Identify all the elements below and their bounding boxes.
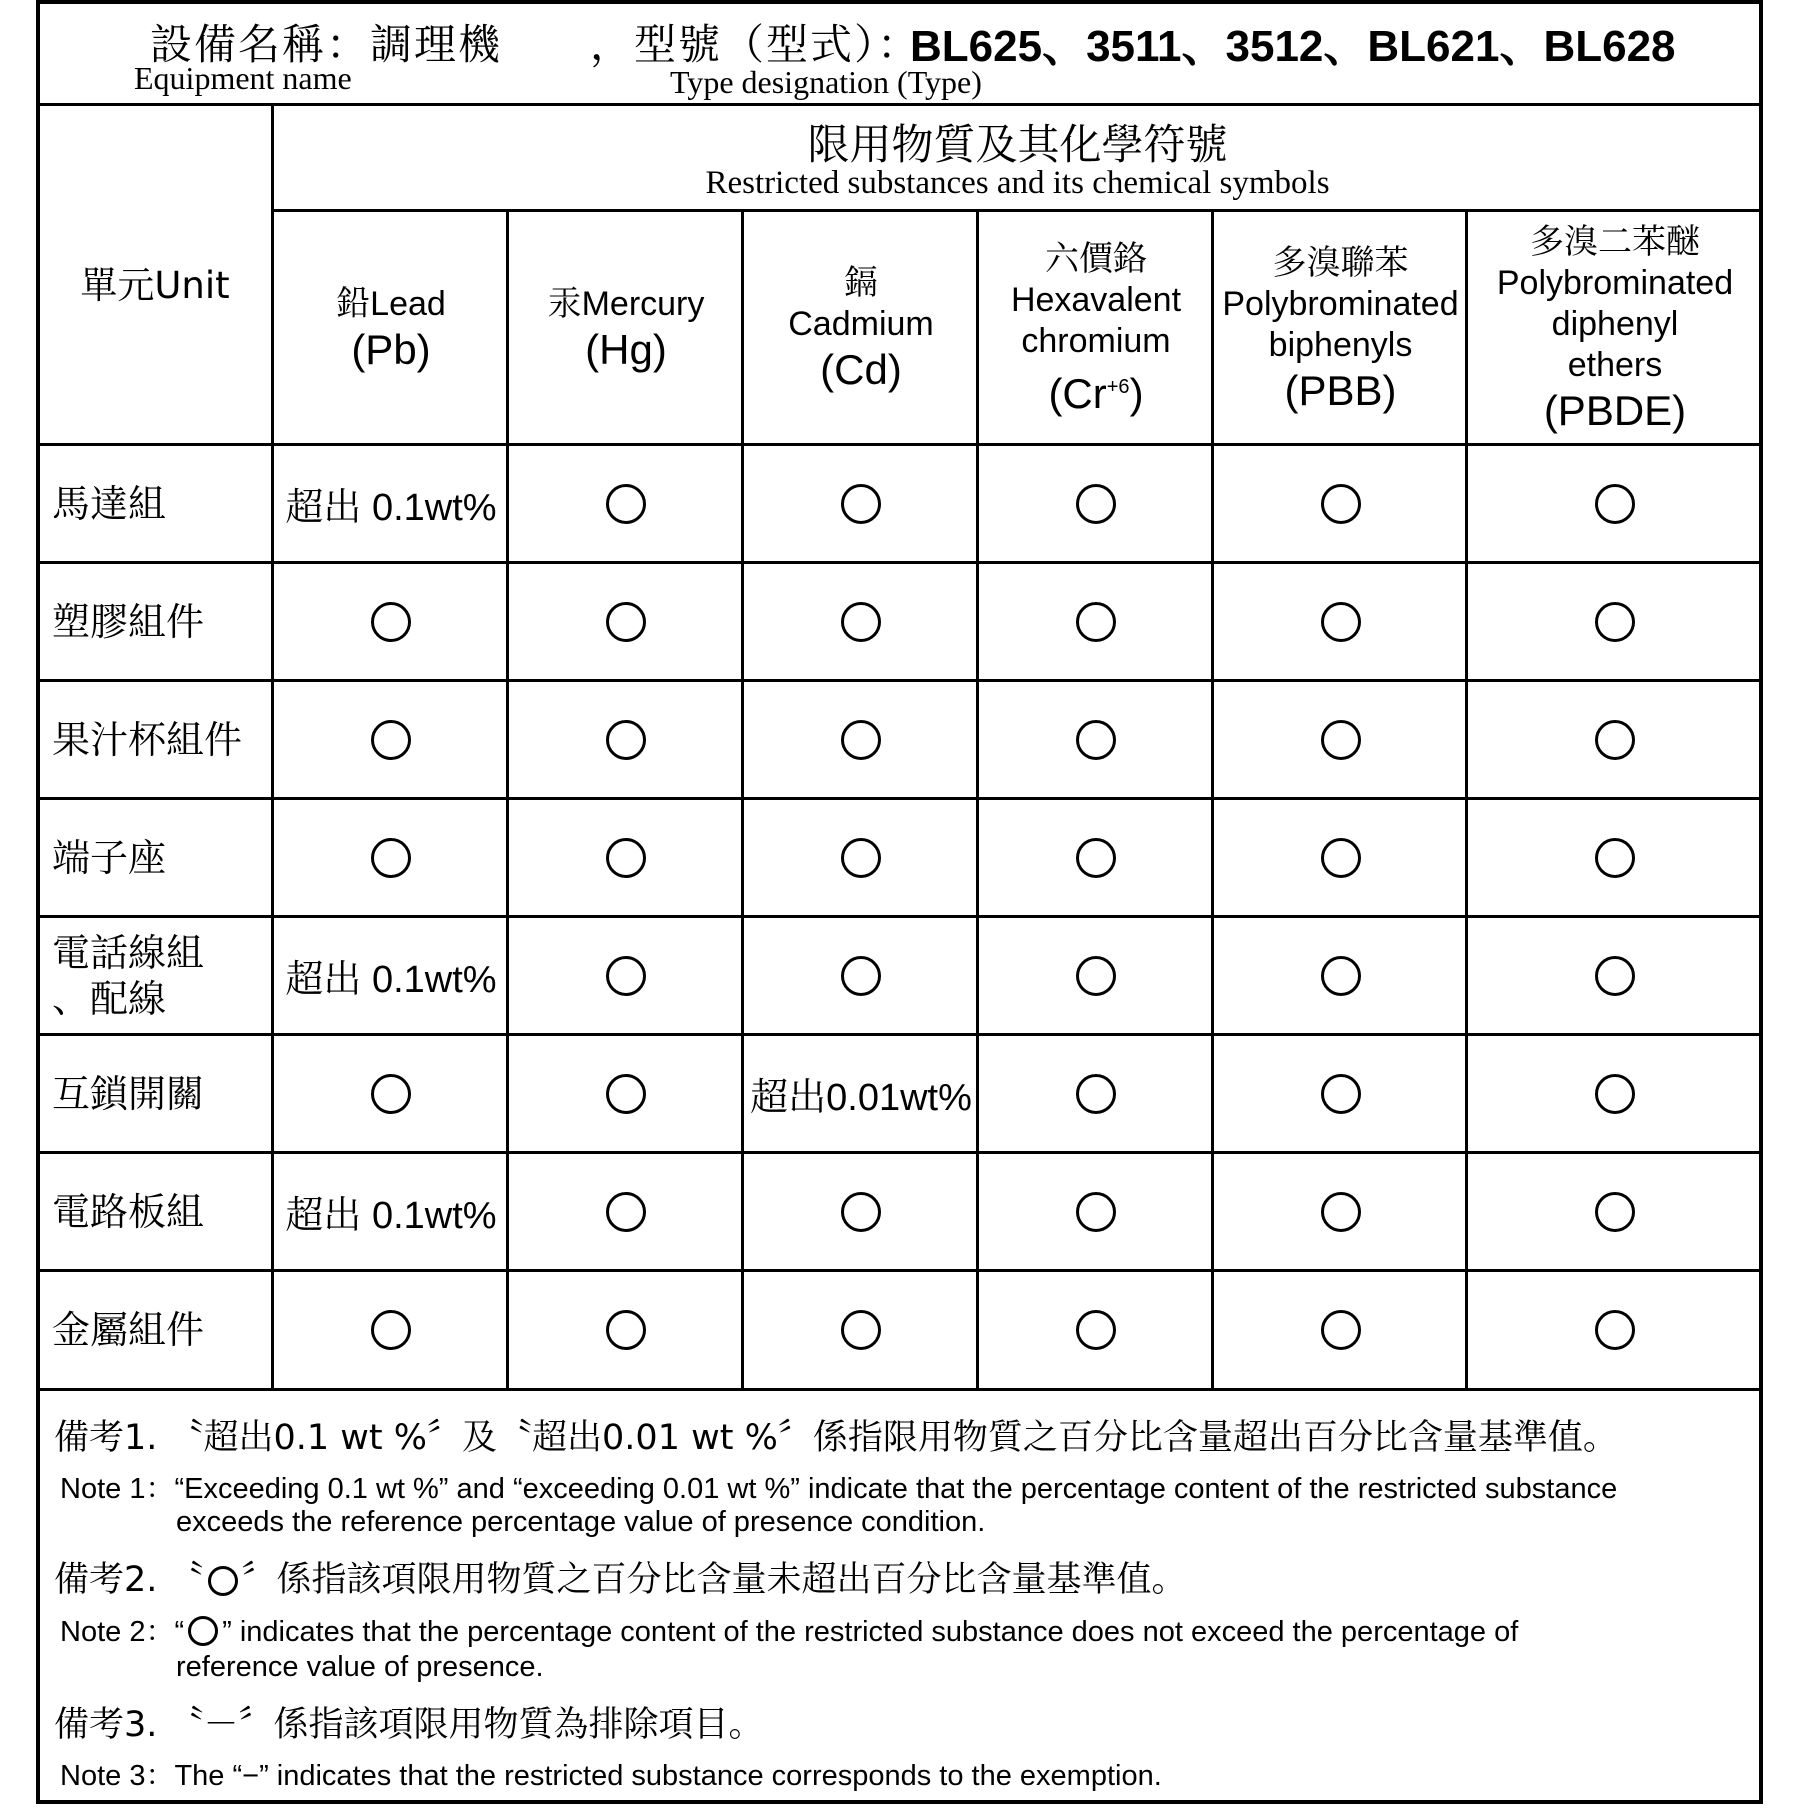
table-cell xyxy=(980,682,1212,797)
circle-icon xyxy=(841,956,881,996)
circle-icon xyxy=(1076,1192,1116,1232)
column-header-line: 鉛Lead xyxy=(336,284,446,323)
circle-icon xyxy=(1321,602,1361,642)
equipment-title-cn: 設備名稱：調理機 ，型號（型式）： xyxy=(150,20,922,69)
table-cell xyxy=(745,1154,977,1269)
exceeding-value: 超出 0.1wt% xyxy=(285,959,497,1001)
circle-icon xyxy=(1321,838,1361,878)
chemical-symbol-text: (Cr xyxy=(1048,370,1107,417)
row-label xyxy=(52,682,242,797)
table-cell xyxy=(980,1036,1212,1151)
row-label-line: 、配線 xyxy=(52,976,167,1021)
column-header-line: Polybrominated xyxy=(1496,264,1734,302)
chemical-symbol-text: (Hg) xyxy=(585,325,667,373)
table-cell xyxy=(275,564,507,679)
circle-icon xyxy=(371,602,411,642)
column-header xyxy=(275,214,507,444)
circle-icon xyxy=(606,1074,646,1114)
circle-icon xyxy=(1595,1074,1635,1114)
chemical-symbol-text: (Cd) xyxy=(820,346,902,393)
table-cell xyxy=(1215,1036,1466,1151)
circle-icon xyxy=(188,1616,218,1646)
circle-icon xyxy=(606,838,646,878)
table-cell xyxy=(275,446,507,561)
chemical-symbol-text: (PBDE) xyxy=(1543,387,1687,434)
row-label-line: 端子座 xyxy=(52,835,167,880)
column-header-line: 多溴聯苯 xyxy=(1272,243,1409,282)
chemical-symbol xyxy=(1544,386,1686,436)
table-cell xyxy=(745,1036,977,1151)
table-cell xyxy=(510,682,742,797)
table-cell xyxy=(275,918,507,1033)
table-cell xyxy=(1215,446,1466,561)
table-cell xyxy=(1469,446,1761,561)
divider-restricted xyxy=(272,209,1763,212)
table-cell xyxy=(745,918,977,1033)
table-cell xyxy=(275,1272,507,1387)
table-cell xyxy=(1469,682,1761,797)
table-cell xyxy=(745,682,977,797)
table-cell xyxy=(1469,1272,1761,1387)
column-header-line: 六價鉻 xyxy=(1045,240,1147,278)
column-header xyxy=(980,214,1212,444)
chemical-symbol-superscript: +6 xyxy=(1106,376,1130,398)
table-cell xyxy=(745,1272,977,1387)
chemical-symbol xyxy=(351,325,430,375)
circle-icon xyxy=(371,1310,411,1350)
column-header xyxy=(1469,214,1761,444)
circle-icon xyxy=(1321,720,1361,760)
table-cell xyxy=(745,564,977,679)
circle-icon xyxy=(606,1192,646,1232)
circle-icon xyxy=(1595,484,1635,524)
table-cell xyxy=(275,682,507,797)
circle-icon xyxy=(1595,956,1635,996)
circle-icon xyxy=(1076,484,1116,524)
circle-icon xyxy=(1595,720,1635,760)
chemical-symbol-close: ) xyxy=(1129,370,1144,417)
table-cell xyxy=(510,446,742,561)
note-2-cn xyxy=(54,1552,1187,1602)
circle-icon xyxy=(208,1566,238,1596)
divider-title xyxy=(36,103,1763,106)
circle-icon xyxy=(1076,720,1116,760)
restricted-substances-cn: 限用物質及其化學符號 xyxy=(807,120,1228,169)
note-1-en: Note 1：“Exceeding 0.1 wt %” and “exceeding 0.01 wt %” indicate that the percentage content of the restricted substance xyxy=(60,1473,1618,1505)
note-3-en: Note 3：The “−” indicates that the restricted substance corresponds to the exemption. xyxy=(60,1760,1162,1792)
note-2-en-cont: reference value of presence. xyxy=(176,1651,544,1683)
row-label xyxy=(52,1154,204,1269)
row-label xyxy=(52,800,166,915)
circle-icon xyxy=(841,838,881,878)
circle-icon xyxy=(606,956,646,996)
column-header xyxy=(510,214,742,444)
table-cell xyxy=(510,1036,742,1151)
circle-icon xyxy=(841,484,881,524)
table-cell xyxy=(1469,1036,1761,1151)
equipment-name-en: Equipment name xyxy=(134,60,352,96)
column-header-line: biphenyls xyxy=(1268,325,1413,364)
circle-icon xyxy=(371,1074,411,1114)
circle-icon xyxy=(841,602,881,642)
table-cell xyxy=(980,1154,1212,1269)
row-label-line: 塑膠組件 xyxy=(52,599,205,644)
unit-label: 單元Unit xyxy=(80,264,230,307)
table-cell xyxy=(510,1154,742,1269)
circle-icon xyxy=(1076,602,1116,642)
column-header-line: diphenyl xyxy=(1551,305,1679,343)
row-label xyxy=(52,564,204,679)
column-header-line: 汞Mercury xyxy=(547,284,705,323)
note-2-en xyxy=(60,1609,1518,1650)
type-designation-en: Type designation (Type) xyxy=(670,64,982,100)
note-2-en-pre: Note 2：“ xyxy=(60,1616,185,1648)
circle-icon xyxy=(606,602,646,642)
table-cell xyxy=(1469,1154,1761,1269)
table-cell xyxy=(510,1272,742,1387)
table-cell xyxy=(1215,682,1466,797)
column-header-line: 多溴二苯醚 xyxy=(1530,223,1700,261)
chemical-symbol xyxy=(1048,362,1143,419)
note-3-cn: 備考3. 〝－〞係指該項限用物質為排除項目。 xyxy=(54,1705,764,1745)
note-2-en-post: ” indicates that the percentage content of the restricted substance does not exceed the percentage of xyxy=(222,1616,1519,1648)
column-header-line: Cadmium xyxy=(788,305,934,343)
circle-icon xyxy=(606,484,646,524)
circle-icon xyxy=(606,720,646,760)
chemical-symbol xyxy=(585,325,667,375)
exceeding-value: 超出 0.1wt% xyxy=(285,487,497,529)
circle-icon xyxy=(1595,1192,1635,1232)
table-cell xyxy=(510,564,742,679)
column-header-line: Hexavalent xyxy=(1010,281,1182,319)
circle-icon xyxy=(371,720,411,760)
column-header xyxy=(1215,214,1466,444)
row-label-line: 電話線組 xyxy=(52,930,205,975)
chemical-symbol-text: (Pb) xyxy=(351,325,431,373)
circle-icon xyxy=(841,720,881,760)
row-label xyxy=(52,446,166,561)
table-cell xyxy=(980,564,1212,679)
table-cell xyxy=(1215,800,1466,915)
table-cell xyxy=(510,918,742,1033)
table-cell xyxy=(745,800,977,915)
exceeding-value: 超出0.01wt% xyxy=(750,1077,972,1119)
circle-icon xyxy=(1595,602,1635,642)
column-header-line: ethers xyxy=(1567,346,1663,384)
table-cell xyxy=(745,446,977,561)
column-header-line: chromium xyxy=(1021,322,1171,360)
row-label xyxy=(52,1272,204,1387)
column-header-line: 鎘 xyxy=(844,264,878,302)
circle-icon xyxy=(841,1310,881,1350)
table-cell xyxy=(1469,800,1761,915)
table-cell xyxy=(275,1154,507,1269)
table-cell xyxy=(1215,564,1466,679)
circle-icon xyxy=(1595,838,1635,878)
circle-icon xyxy=(1321,1192,1361,1232)
circle-icon xyxy=(1076,956,1116,996)
circle-icon xyxy=(1321,484,1361,524)
circle-icon xyxy=(841,1192,881,1232)
model-numbers: BL625、3511、3512、BL621、BL628 xyxy=(910,22,1676,71)
circle-icon xyxy=(1321,1310,1361,1350)
note-2-cn-pre: 備考2. 〝 xyxy=(54,1560,204,1600)
row-label-line: 馬達組 xyxy=(52,481,167,526)
circle-icon xyxy=(1076,1310,1116,1350)
table-cell xyxy=(980,446,1212,561)
row-label-line: 電路板組 xyxy=(52,1189,205,1234)
circle-icon xyxy=(1321,956,1361,996)
column-header xyxy=(745,214,977,444)
circle-icon xyxy=(1076,838,1116,878)
chemical-symbol xyxy=(820,345,902,395)
table-cell xyxy=(1215,1154,1466,1269)
table-cell xyxy=(275,1036,507,1151)
table-cell xyxy=(275,800,507,915)
divider-notes xyxy=(36,1388,1763,1391)
row-label-line: 互鎖開關 xyxy=(52,1071,205,1116)
table-cell xyxy=(1215,918,1466,1033)
circle-icon xyxy=(1321,1074,1361,1114)
table-cell xyxy=(980,1272,1212,1387)
row-label xyxy=(52,918,204,1033)
circle-icon xyxy=(606,1310,646,1350)
exceeding-value: 超出 0.1wt% xyxy=(285,1195,497,1237)
note-2-cn-post: 〞係指該項限用物質之百分比含量未超出百分比含量基準值。 xyxy=(241,1560,1187,1600)
circle-icon xyxy=(1595,1310,1635,1350)
table-cell xyxy=(1469,564,1761,679)
note-1-en-cont: exceeds the reference percentage value of presence condition. xyxy=(176,1506,986,1538)
row-label-line: 金屬組件 xyxy=(52,1307,205,1352)
chemical-symbol xyxy=(1284,366,1396,416)
note-1-cn: 備考1. 〝超出0.1 wt %〞及〝超出0.01 wt %〞係指限用物質之百分比含量超出百分比含量基準值。 xyxy=(54,1418,1618,1458)
circle-icon xyxy=(371,838,411,878)
table-cell xyxy=(1215,1272,1466,1387)
table-cell xyxy=(510,800,742,915)
table-cell xyxy=(1469,918,1761,1033)
restricted-substances-en: Restricted substances and its chemical symbols xyxy=(705,165,1330,201)
circle-icon xyxy=(1076,1074,1116,1114)
row-label-line: 果汁杯組件 xyxy=(52,717,243,762)
table-cell xyxy=(980,800,1212,915)
row-label xyxy=(52,1036,204,1151)
column-header-line: Polybrominated xyxy=(1222,284,1459,323)
chemical-symbol-text: (PBB) xyxy=(1284,366,1397,414)
table-cell xyxy=(980,918,1212,1033)
